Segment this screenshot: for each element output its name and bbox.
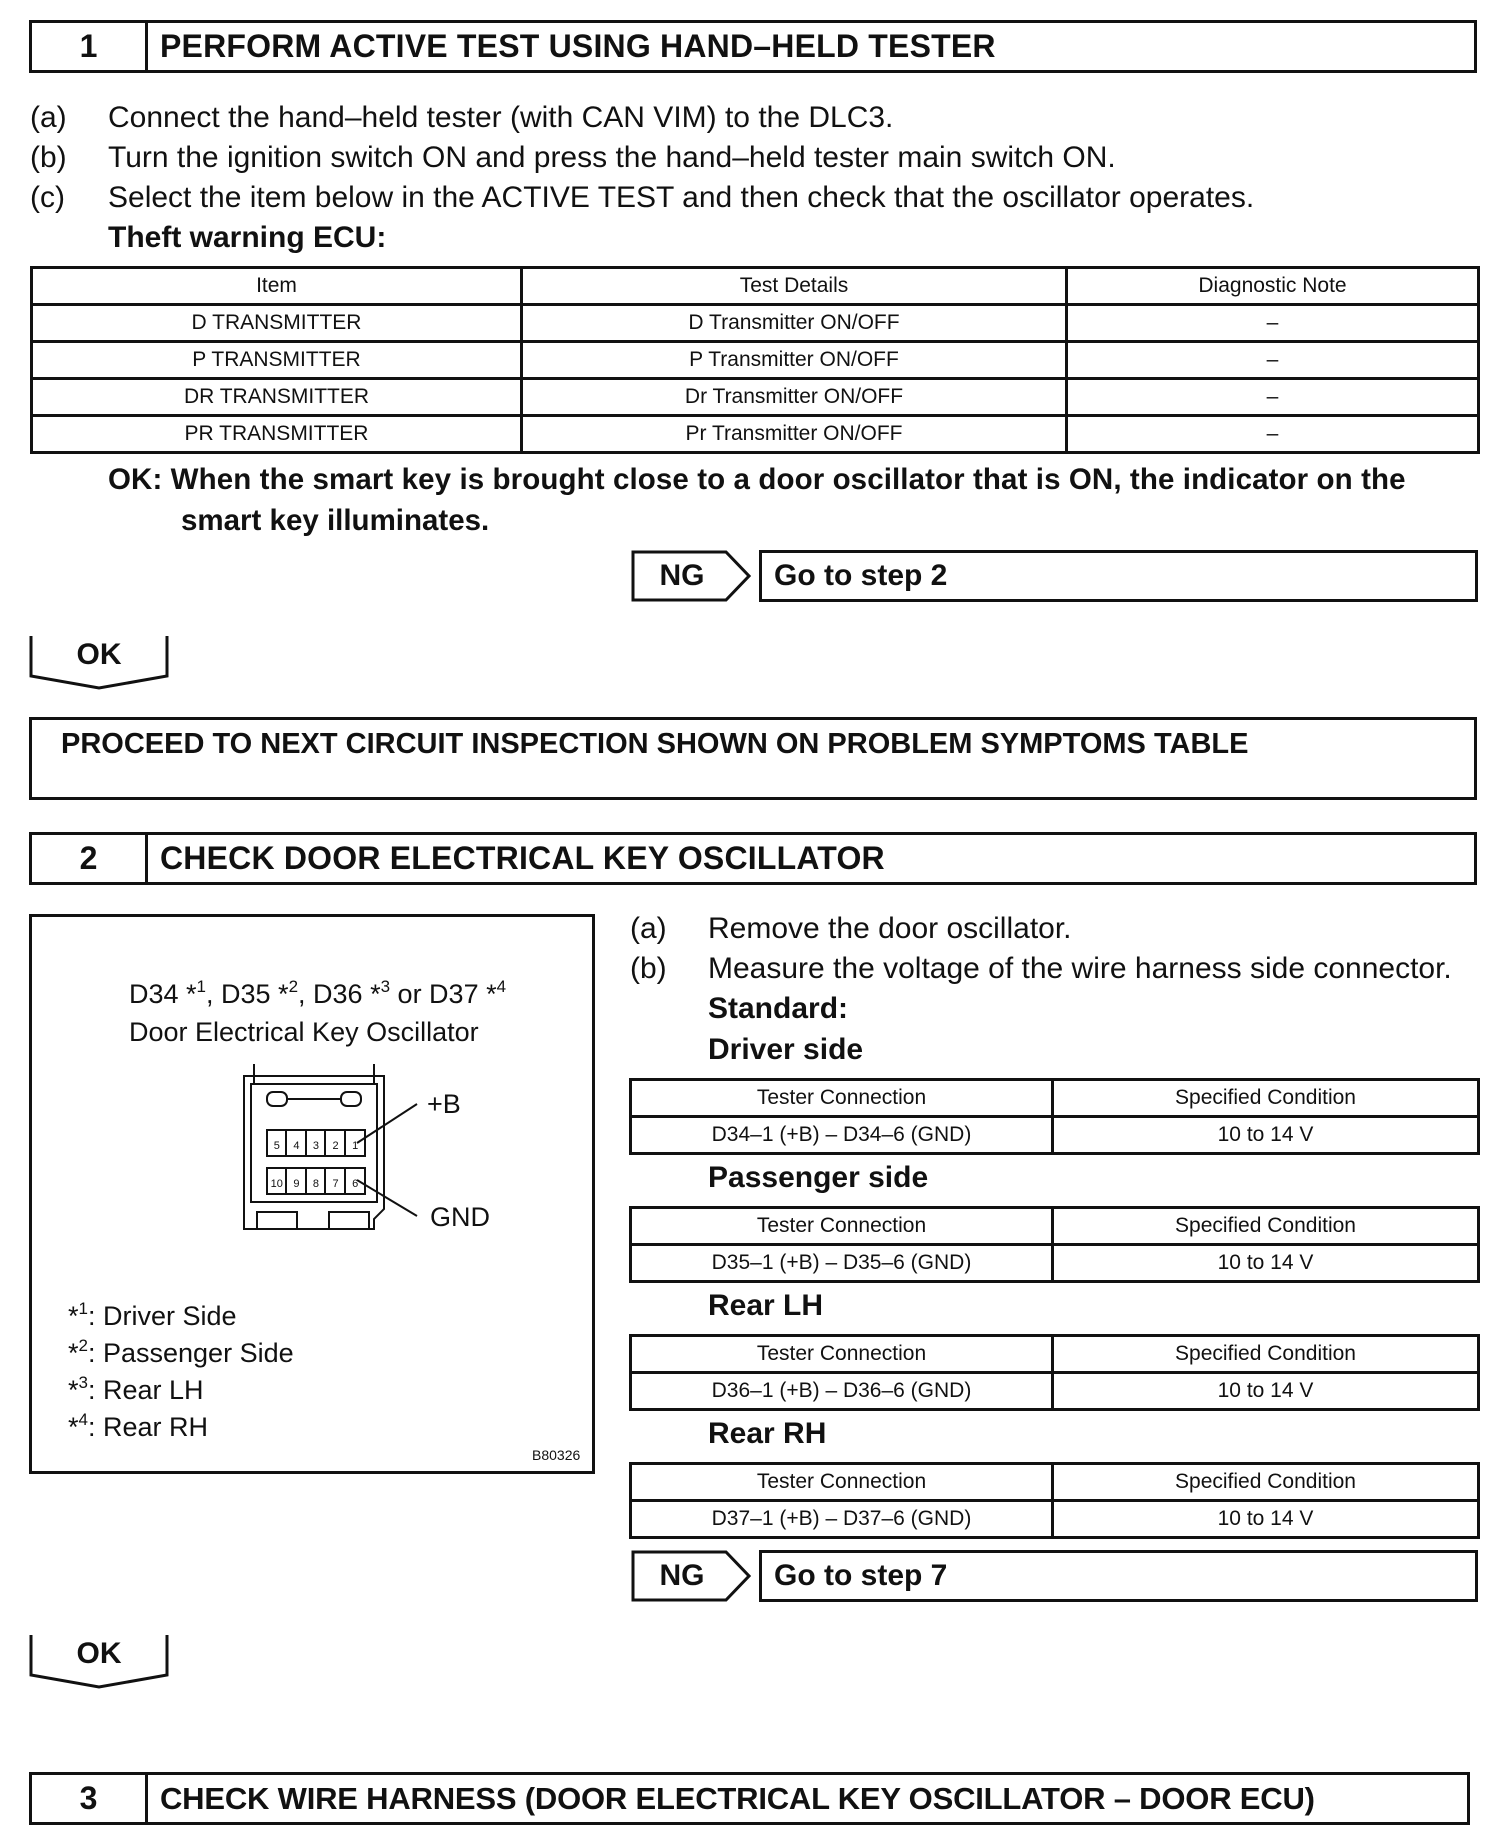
legend-driver: *$^1$: Driver Side [68,1299,237,1331]
instruction-label: (a) [30,101,67,134]
section-title-rear-lh: Rear LH [708,1289,824,1322]
table-cell: 10 to 14 V [1053,1245,1479,1282]
spec-table-driver [629,1078,1480,1155]
ng-label: NG [659,559,705,592]
table-cell: D34–1 (+B) – D34–6 (GND) [631,1117,1053,1154]
section-title-rear-rh: Rear RH [708,1417,827,1450]
table-cell: Pr Transmitter ON/OFF [522,416,1067,453]
step3-title: CHECK WIRE HARNESS (DOOR ELECTRICAL KEY OSCILLATOR – DOOR ECU) [160,1780,1315,1816]
table-cell: D35–1 (+B) – D35–6 (GND) [631,1245,1053,1282]
pin-label: 5 [273,1140,280,1152]
step2-ng-branch [631,1550,1478,1602]
table-header-row [631,1208,1479,1245]
table-row [32,379,1479,416]
table-row [631,1501,1479,1538]
ng-label: NG [659,1559,705,1592]
table-cell: D Transmitter ON/OFF [522,305,1067,342]
diagram-code: B80326 [532,1447,581,1463]
pin-label: 10 [270,1178,283,1190]
legend-passenger: *$^2$: Passenger Side [68,1336,294,1368]
ok-label: OK [76,1637,122,1670]
step2-header [29,832,1477,885]
table-header-cell: Specified Condition [1053,1464,1479,1501]
table-header-row [631,1336,1479,1373]
table-cell: – [1067,305,1479,342]
step2-title: CHECK DOOR ELECTRICAL KEY OSCILLATOR [160,840,885,876]
pin-label: 6 [352,1178,359,1190]
diagram-subtitle: Door Electrical Key Oscillator [129,1017,479,1047]
spec-table-rear-lh [629,1334,1480,1411]
instruction-text: Select the item below in the ACTIVE TEST and then check that the oscillator operates. [108,181,1255,214]
table-header-cell: Diagnostic Note [1067,268,1479,305]
table-cell: D36–1 (+B) – D36–6 (GND) [631,1373,1053,1410]
step2-ok-branch [29,1633,169,1689]
legend-rear-lh: *$^3$: Rear LH [68,1373,204,1405]
step1-header [29,20,1477,73]
table-header-cell: Tester Connection [631,1336,1053,1373]
section-title-driver: Driver side [708,1033,864,1066]
ng-go-to-step[interactable]: Go to step 2 [759,550,1478,602]
instruction-label: (b) [30,141,67,174]
step3-header [29,1772,1470,1825]
pin-label: 8 [312,1178,320,1190]
step3-number: 3 [32,1775,148,1822]
table-cell: – [1067,416,1479,453]
table-cell: 10 to 14 V [1053,1501,1479,1538]
pin-label: 1 [352,1140,359,1152]
pin-label: 2 [332,1140,339,1152]
step1-title: PERFORM ACTIVE TEST USING HAND–HELD TESTER [160,28,996,64]
table-header-cell: Test Details [522,268,1067,305]
pin-label: 9 [293,1178,300,1190]
step2-instruction-a [630,912,1480,948]
table-cell: – [1067,379,1479,416]
step1-ok-branch [29,634,169,690]
ng-go-to-step[interactable]: Go to step 7 [759,1550,1478,1602]
table-cell: D TRANSMITTER [32,305,522,342]
table-row [32,305,1479,342]
instruction-text: Connect the hand–held tester (with CAN VIM) to the DLC3. [108,101,894,134]
instruction-label: (b) [630,952,667,985]
standard-label: Standard: [708,992,849,1025]
step1-instruction-c [30,181,1480,217]
table-header-cell: Item [32,268,522,305]
table-row [631,1373,1479,1410]
table-header-cell: Specified Condition [1053,1336,1479,1373]
instruction-label: (c) [30,181,65,214]
table-cell: DR TRANSMITTER [32,379,522,416]
spec-table-passenger [629,1206,1480,1283]
section-title-passenger: Passenger side [708,1161,929,1194]
connector-diagram [29,914,595,1474]
table-header-row [631,1080,1479,1117]
table-cell: 10 to 14 V [1053,1117,1479,1154]
table-cell: Dr Transmitter ON/OFF [522,379,1067,416]
active-test-table [30,266,1480,454]
label-plus-b: +B [427,1089,461,1119]
step2-number: 2 [32,835,148,882]
step1-instruction-a [30,101,1480,137]
pin-label: 7 [332,1178,339,1190]
pin-label: 3 [312,1140,320,1152]
label-gnd: GND [430,1202,490,1232]
instruction-label: (a) [630,912,667,945]
step1-ng-branch [631,550,1478,602]
table-row [32,342,1479,379]
table-header-cell: Specified Condition [1053,1208,1479,1245]
table-cell: 10 to 14 V [1053,1373,1479,1410]
table-row [631,1117,1479,1154]
ok-label: OK [76,638,122,671]
table-header-cell: Tester Connection [631,1464,1053,1501]
pin-row-bottom [267,1171,365,1197]
table-header-cell: Tester Connection [631,1208,1053,1245]
table-row [631,1245,1479,1282]
spec-table-rear-rh [629,1462,1480,1539]
table-header-cell: Specified Condition [1053,1080,1479,1117]
legend-rear-rh: *$^4$: Rear RH [68,1410,209,1442]
table-header-cell: Tester Connection [631,1080,1053,1117]
diagram-connectors: D34 *$^1$, D35 *$^2$, D36 *$^3$ or D37 *$^4$ [129,977,507,1009]
instruction-text: Turn the ignition switch ON and press the hand–held tester main switch ON. [108,141,1116,174]
pin-row-top [267,1133,365,1159]
table-cell: P TRANSMITTER [32,342,522,379]
table-row [32,416,1479,453]
table-cell: P Transmitter ON/OFF [522,342,1067,379]
table-cell: – [1067,342,1479,379]
step2-instruction-b [630,952,1480,988]
proceed-box[interactable]: PROCEED TO NEXT CIRCUIT INSPECTION SHOWN ON PROBLEM SYMPTOMS TABLE [29,717,1477,800]
step1-ok-condition-line2: smart key illuminates. [181,504,490,537]
table-cell: PR TRANSMITTER [32,416,522,453]
instruction-text: Remove the door oscillator. [708,912,1072,945]
step1-instruction-b [30,141,1480,177]
pin-label: 4 [293,1140,300,1152]
step1-table-caption: Theft warning ECU: [108,221,387,254]
table-header-row [631,1464,1479,1501]
table-cell: D37–1 (+B) – D37–6 (GND) [631,1501,1053,1538]
step1-ok-condition-line1: OK: When the smart key is brought close to a door oscillator that is ON, the indicator on the [108,463,1406,496]
instruction-text: Measure the voltage of the wire harness side connector. [708,952,1452,985]
step1-number: 1 [32,23,148,70]
table-header-row [32,268,1479,305]
